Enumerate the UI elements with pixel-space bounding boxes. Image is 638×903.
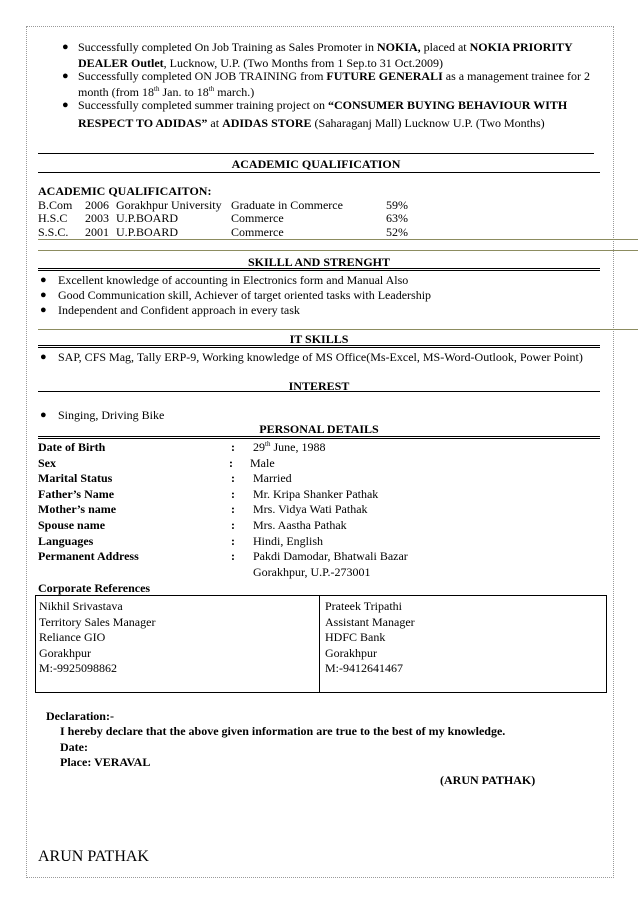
- reference-left-city: Gorakhpur: [39, 646, 91, 660]
- reference-right-name: Prateek Tripathi: [325, 599, 402, 613]
- personal-value: Hindi, English: [253, 534, 324, 548]
- training-bold: RESPECT TO ADIDAS”: [78, 116, 208, 130]
- training-item-2-line2: [78, 85, 254, 99]
- personal-label: Date of Birth: [38, 440, 106, 454]
- academic-heading: ACADEMIC QUALIFICATION: [231, 157, 401, 171]
- training-bold: NOKIA,: [376, 40, 421, 54]
- training-bold: ADIDAS STORE: [222, 116, 312, 130]
- academic-percent: 63%: [386, 211, 408, 225]
- personal-label: Permanent Address: [38, 549, 139, 563]
- personal-label: Languages: [38, 534, 94, 548]
- reference-right-company: HDFC Bank: [325, 630, 386, 644]
- personal-colon: :: [231, 518, 235, 532]
- declaration-signature: (ARUN PATHAK): [440, 773, 536, 787]
- academic-board: U.P.BOARD: [116, 211, 179, 225]
- personal-value: [253, 440, 325, 454]
- personal-value-text: 29: [253, 440, 265, 454]
- reference-right-city: Gorakhpur: [325, 646, 377, 660]
- reference-right-phone: M:-9412641467: [325, 661, 403, 675]
- personal-colon: :: [231, 534, 235, 548]
- it-skill-item: SAP, CFS Mag, Tally ERP-9, Working knowledge of MS Office(Ms-Excel, MS-Word-Outlook, Power Point): [58, 350, 583, 364]
- personal-label: Sex: [38, 456, 56, 470]
- personal-value: Mrs. Aastha Pathak: [253, 518, 347, 532]
- academic-percent: 52%: [386, 225, 408, 239]
- bullet-icon: ●: [40, 304, 47, 316]
- skills-heading: SKILLL AND STRENGHT: [247, 255, 391, 269]
- academic-degree: S.S.C.: [38, 225, 69, 239]
- training-text: , Lucknow, U.P. (Two Months from 1 Sep.to 31 Oct.2009): [163, 56, 444, 70]
- academic-year: 2006: [85, 198, 109, 212]
- section-divider: [38, 268, 600, 271]
- references-heading: Corporate References: [38, 581, 151, 595]
- section-divider: [38, 153, 594, 154]
- skill-item: Independent and Confident approach in every task: [58, 303, 300, 317]
- training-bold: “CONSUMER BUYING BEHAVIOUR WITH: [327, 98, 568, 112]
- bullet-icon: ●: [62, 41, 69, 53]
- training-text: placed at: [420, 40, 470, 54]
- personal-colon: :: [231, 471, 235, 485]
- references-table: [35, 595, 607, 693]
- personal-value: Married: [253, 471, 292, 485]
- section-divider: [38, 172, 600, 173]
- personal-label: Marital Status: [38, 471, 113, 485]
- personal-value: Mrs. Vidya Wati Pathak: [253, 502, 368, 516]
- interest-heading: INTEREST: [288, 379, 350, 393]
- training-text: as a management trainee for 2: [442, 69, 591, 83]
- personal-value: Mr. Kripa Shanker Pathak: [253, 487, 379, 501]
- personal-value: Gorakhpur, U.P.-273001: [253, 565, 371, 579]
- bullet-icon: ●: [40, 351, 47, 363]
- personal-value: Male: [250, 456, 275, 470]
- declaration-place: Place: VERAVAL: [60, 755, 151, 769]
- training-item-3-line2: [78, 116, 545, 130]
- declaration-heading: Declaration:-: [46, 709, 114, 723]
- training-text: march.): [214, 85, 255, 99]
- training-text: (Saharaganj Mall) Lucknow U.P. (Two Months): [311, 116, 545, 130]
- personal-colon: :: [231, 502, 235, 516]
- training-bold: NOKIA PRIORITY: [469, 40, 573, 54]
- superscript: th: [265, 440, 271, 448]
- academic-subheading: ACADEMIC QUALIFICAITON:: [38, 184, 212, 198]
- reference-left-name: Nikhil Srivastava: [39, 599, 123, 613]
- academic-year: 2001: [85, 225, 109, 239]
- academic-stream: Commerce: [231, 225, 284, 239]
- superscript: th: [208, 85, 215, 93]
- personal-colon: :: [231, 487, 235, 501]
- bullet-icon: ●: [62, 70, 69, 82]
- section-divider: [38, 391, 600, 392]
- academic-degree: H.S.C: [38, 211, 68, 225]
- training-text: Jan. to 18: [159, 85, 209, 99]
- academic-year: 2003: [85, 211, 109, 225]
- personal-colon: :: [231, 549, 235, 563]
- personal-value-text: June, 1988: [270, 440, 326, 454]
- reference-left-phone: M:-9925098862: [39, 661, 117, 675]
- academic-percent: 59%: [386, 198, 408, 212]
- academic-board: Gorakhpur University: [116, 198, 222, 212]
- section-divider: [38, 239, 638, 240]
- academic-stream: Commerce: [231, 211, 284, 225]
- personal-colon: :: [229, 456, 233, 470]
- section-divider: [38, 436, 600, 439]
- bullet-icon: ●: [40, 289, 47, 301]
- section-divider: [38, 345, 600, 348]
- personal-colon: :: [231, 440, 235, 454]
- academic-degree: B.Com: [38, 198, 73, 212]
- footer-name: ARUN PATHAK: [38, 848, 149, 865]
- bullet-icon: ●: [40, 409, 47, 421]
- personal-value: Pakdi Damodar, Bhatwali Bazar: [253, 549, 408, 563]
- it-skills-heading: IT SKILLS: [289, 332, 349, 346]
- training-bold: DEALER Outlet: [78, 56, 164, 70]
- bullet-icon: ●: [62, 99, 69, 111]
- training-text: Successfully completed ON JOB TRAINING from: [78, 69, 327, 83]
- training-item-1: [78, 40, 573, 54]
- bullet-icon: ●: [40, 274, 47, 286]
- reference-left-title: Territory Sales Manager: [39, 615, 156, 629]
- training-item-1-line2: [78, 56, 443, 70]
- skill-item: Excellent knowledge of accounting in Electronics form and Manual Also: [58, 273, 409, 287]
- training-text: month (from 18: [78, 85, 154, 99]
- training-text: Successfully completed summer training project on: [78, 98, 328, 112]
- declaration-date: Date:: [60, 740, 88, 754]
- interest-item: Singing, Driving Bike: [58, 408, 165, 422]
- personal-label: Father’s Name: [38, 487, 115, 501]
- reference-right-title: Assistant Manager: [325, 615, 415, 629]
- section-divider: [38, 250, 638, 251]
- skill-item: Good Communication skill, Achiever of target oriented tasks with Leadership: [58, 288, 432, 302]
- training-item-2: [78, 69, 590, 83]
- reference-left-company: Reliance GIO: [39, 630, 106, 644]
- personal-label: Spouse name: [38, 518, 106, 532]
- academic-board: U.P.BOARD: [116, 225, 179, 239]
- declaration-text: I hereby declare that the above given information are true to the best of my knowledge.: [60, 724, 506, 738]
- personal-label: Mother’s name: [38, 502, 117, 516]
- superscript: th: [154, 85, 160, 93]
- training-bold: FUTURE GENERALI: [326, 69, 443, 83]
- personal-heading: PERSONAL DETAILS: [259, 422, 379, 436]
- training-item-3: [78, 98, 567, 112]
- references-divider: [319, 596, 320, 692]
- training-text: Successfully completed On Job Training as Sales Promoter in: [78, 40, 377, 54]
- section-divider: [38, 329, 638, 330]
- training-text: at: [207, 116, 223, 130]
- academic-stream: Graduate in Commerce: [231, 198, 343, 212]
